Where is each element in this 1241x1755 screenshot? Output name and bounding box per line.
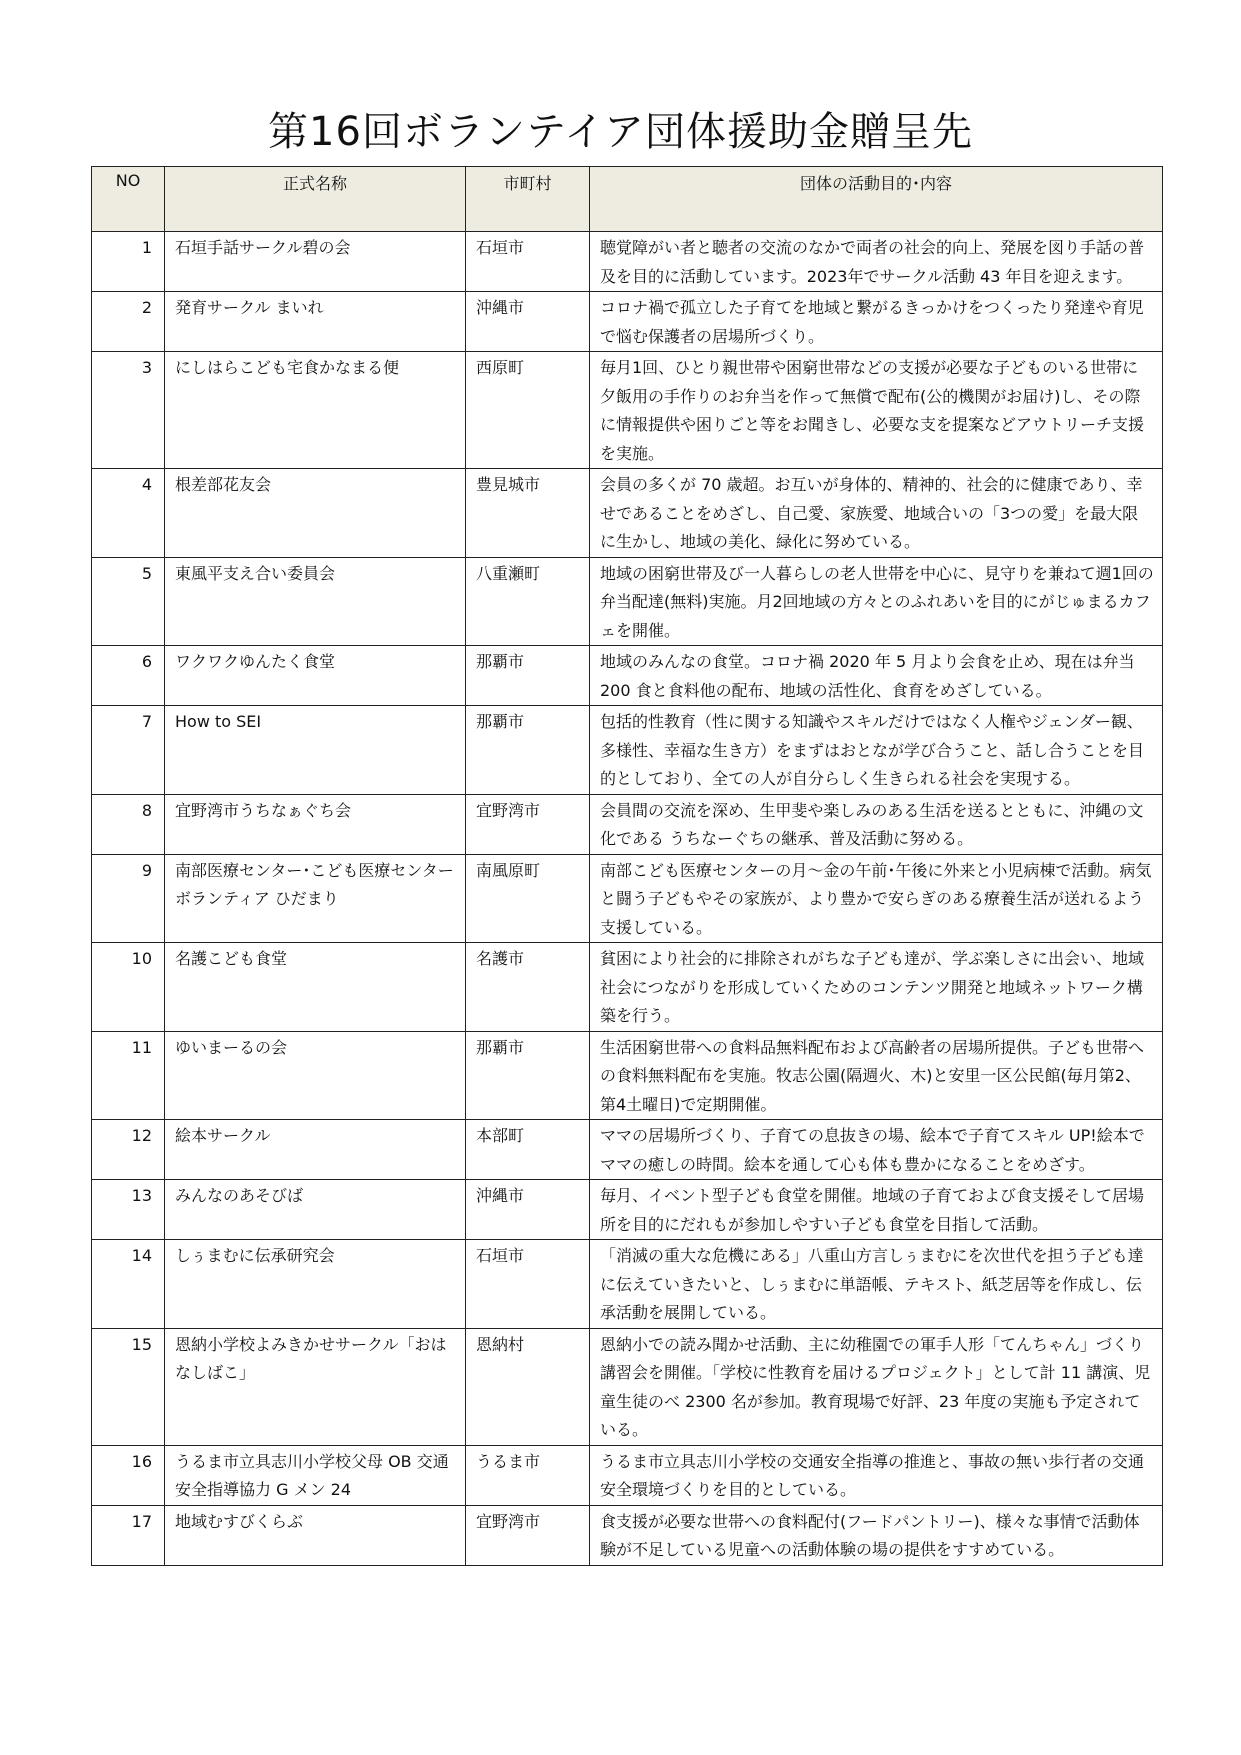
cell-city: 豊見城市 [466,469,590,558]
cell-name: 地域むすびくらぶ [165,1505,466,1565]
cell-content: 恩納小での読み聞かせ活動、主に幼稚園での軍手人形「てんちゃん」づくり講習会を開催。「学校に性教育を届けるプロジェクト」として計 11 講演、児童生徒のべ 2300 名が参加。教育現場で好評、23 年度の実施も予定されている。 [590,1328,1163,1445]
cell-city: 本部町 [466,1120,590,1180]
cell-city: 八重瀬町 [466,557,590,646]
cell-city: 石垣市 [466,1240,590,1329]
cell-name: 石垣手話サークル碧の会 [165,232,466,292]
cell-no: 5 [92,557,165,646]
cell-no: 4 [92,469,165,558]
cell-content: 聴覚障がい者と聴者の交流のなかで両者の社会的向上、発展を図り手話の普及を目的に活動しています。2023年でサークル活動 43 年目を迎えます。 [590,232,1163,292]
table-row [92,794,1163,854]
cell-name: 恩納小学校よみきかせサークル「おはなしばこ」 [165,1328,466,1445]
cell-no: 13 [92,1180,165,1240]
cell-name: 根差部花友会 [165,469,466,558]
table-row [92,1120,1163,1180]
cell-name: 南部医療センター･こども医療センター ボランティア ひだまり [165,854,466,943]
column-header-no: NO [92,167,165,232]
cell-name: みんなのあそびば [165,1180,466,1240]
cell-content: 会員の多くが 70 歳超。お互いが身体的、精神的、社会的に健康であり、幸せであることをめざし、自己愛、家族愛、地域合いの「3つの愛」を最大限に生かし、地域の美化、緑化に努めている。 [590,469,1163,558]
cell-content: うるま市立具志川小学校の交通安全指導の推進と、事故の無い歩行者の交通安全環境づくりを目的としている。 [590,1445,1163,1505]
cell-content: 生活困窮世帯への食料品無料配布および高齢者の居場所提供。子ども世帯への食料無料配布を実施。牧志公園(隔週火、木)と安里一区公民館(毎月第2、第4土曜日)で定期開催。 [590,1031,1163,1120]
cell-no: 9 [92,854,165,943]
table-row [92,1445,1163,1505]
cell-content: 「消滅の重大な危機にある」八重山方言しぅまむにを次世代を担う子ども達に伝えていきたいと、しぅまむに単語帳、テキスト、紙芝居等を作成し、伝承活動を展開している。 [590,1240,1163,1329]
cell-content: 地域の困窮世帯及び一人暮らしの老人世帯を中心に、見守りを兼ねて週1回の弁当配達(無料)実施。月2回地域の方々とのふれあいを目的にがじゅまるカフェを開催。 [590,557,1163,646]
cell-content: 南部こども医療センターの月～金の午前･午後に外来と小児病棟で活動。病気と闘う子どもやその家族が、より豊かで安らぎのある療養生活が送れるよう支援している。 [590,854,1163,943]
cell-content: 包括的性教育（性に関する知識やスキルだけではなく人権やジェンダー観、多様性、幸福な生き方）をまずはおとなが学び合うこと、話し合うことを目的としており、全ての人が自分らしく生きられる社会を実現する。 [590,706,1163,795]
column-header-city: 市町村 [466,167,590,232]
cell-city: 那覇市 [466,646,590,706]
table-row [92,557,1163,646]
cell-no: 17 [92,1505,165,1565]
cell-city: 恩納村 [466,1328,590,1445]
table-row [92,1505,1163,1565]
cell-name: 宜野湾市うちなぁぐち会 [165,794,466,854]
cell-no: 8 [92,794,165,854]
cell-city: 名護市 [466,943,590,1032]
cell-no: 11 [92,1031,165,1120]
table-header-row [92,167,1163,232]
cell-content: コロナ禍で孤立した子育てを地域と繋がるきっかけをつくったり発達や育児で悩む保護者の居場所づくり。 [590,292,1163,352]
cell-city: うるま市 [466,1445,590,1505]
cell-city: 宜野湾市 [466,1505,590,1565]
cell-content: 地域のみんなの食堂。コロナ禍 2020 年 5 月より会食を止め、現在は弁当 200 食と食料他の配布、地域の活性化、食育をめざしている。 [590,646,1163,706]
table-row [92,1031,1163,1120]
cell-no: 16 [92,1445,165,1505]
cell-name: ゆいまーるの会 [165,1031,466,1120]
cell-city: 沖縄市 [466,292,590,352]
grant-recipients-table [91,166,1163,1566]
cell-name: しぅまむに伝承研究会 [165,1240,466,1329]
cell-no: 12 [92,1120,165,1180]
cell-no: 1 [92,232,165,292]
cell-no: 10 [92,943,165,1032]
cell-city: 南風原町 [466,854,590,943]
table-row [92,854,1163,943]
table-row [92,1328,1163,1445]
table-row [92,646,1163,706]
cell-content: 毎月、イベント型子ども食堂を開催。地域の子育ておよび食支援そして居場所を目的にだれもが参加しやすい子ども食堂を目指して活動。 [590,1180,1163,1240]
page-title: 第16回ボランテイア団体援助金贈呈先 [268,109,973,155]
cell-city: 宜野湾市 [466,794,590,854]
table-row [92,943,1163,1032]
cell-content: 会員間の交流を深め、生甲斐や楽しみのある生活を送るとともに、沖縄の文化である うちなーぐちの継承、普及活動に努める。 [590,794,1163,854]
table-row [92,1180,1163,1240]
cell-content: 貧困により社会的に排除されがちな子ども達が、学ぶ楽しさに出会い、地域社会につながりを形成していくためのコンテンツ開発と地域ネットワーク構築を行う。 [590,943,1163,1032]
cell-name: うるま市立具志川小学校父母 OB 交通安全指導協力 G メン 24 [165,1445,466,1505]
table-row [92,706,1163,795]
cell-name: 東風平支え合い委員会 [165,557,466,646]
cell-city: 那覇市 [466,1031,590,1120]
cell-city: 那覇市 [466,706,590,795]
cell-name: にしはらこども宅食かなまる便 [165,352,466,469]
cell-content: 食支援が必要な世帯への食料配付(フードパントリー)、様々な事情で活動体験が不足している児童への活動体験の場の提供をすすめている。 [590,1505,1163,1565]
cell-no: 3 [92,352,165,469]
cell-content: ママの居場所づくり、子育ての息抜きの場、絵本で子育てスキル UP!絵本でママの癒しの時間。絵本を通して心も体も豊かになることをめざす。 [590,1120,1163,1180]
table-row [92,1240,1163,1329]
table-row [92,232,1163,292]
cell-city: 石垣市 [466,232,590,292]
table-row [92,469,1163,558]
cell-name: 絵本サークル [165,1120,466,1180]
cell-name: How to SEI [165,706,466,795]
cell-name: 名護こども食堂 [165,943,466,1032]
column-header-content: 団体の活動目的･内容 [590,167,1163,232]
cell-no: 2 [92,292,165,352]
cell-name: ワクワクゆんたく食堂 [165,646,466,706]
cell-city: 西原町 [466,352,590,469]
cell-no: 7 [92,706,165,795]
table-row [92,292,1163,352]
cell-no: 15 [92,1328,165,1445]
column-header-name: 正式名称 [165,167,466,232]
table-row [92,352,1163,469]
cell-no: 6 [92,646,165,706]
cell-content: 毎月1回、ひとり親世帯や困窮世帯などの支援が必要な子どものいる世帯に夕飯用の手作りのお弁当を作って無償で配布(公的機関がお届け)し、その際に情報提供や困りごと等をお聞きし、必要な支を提案などアウトリーチ支援を実施。 [590,352,1163,469]
cell-no: 14 [92,1240,165,1329]
cell-city: 沖縄市 [466,1180,590,1240]
table-body [92,232,1163,1566]
cell-name: 発育サークル まいれ [165,292,466,352]
